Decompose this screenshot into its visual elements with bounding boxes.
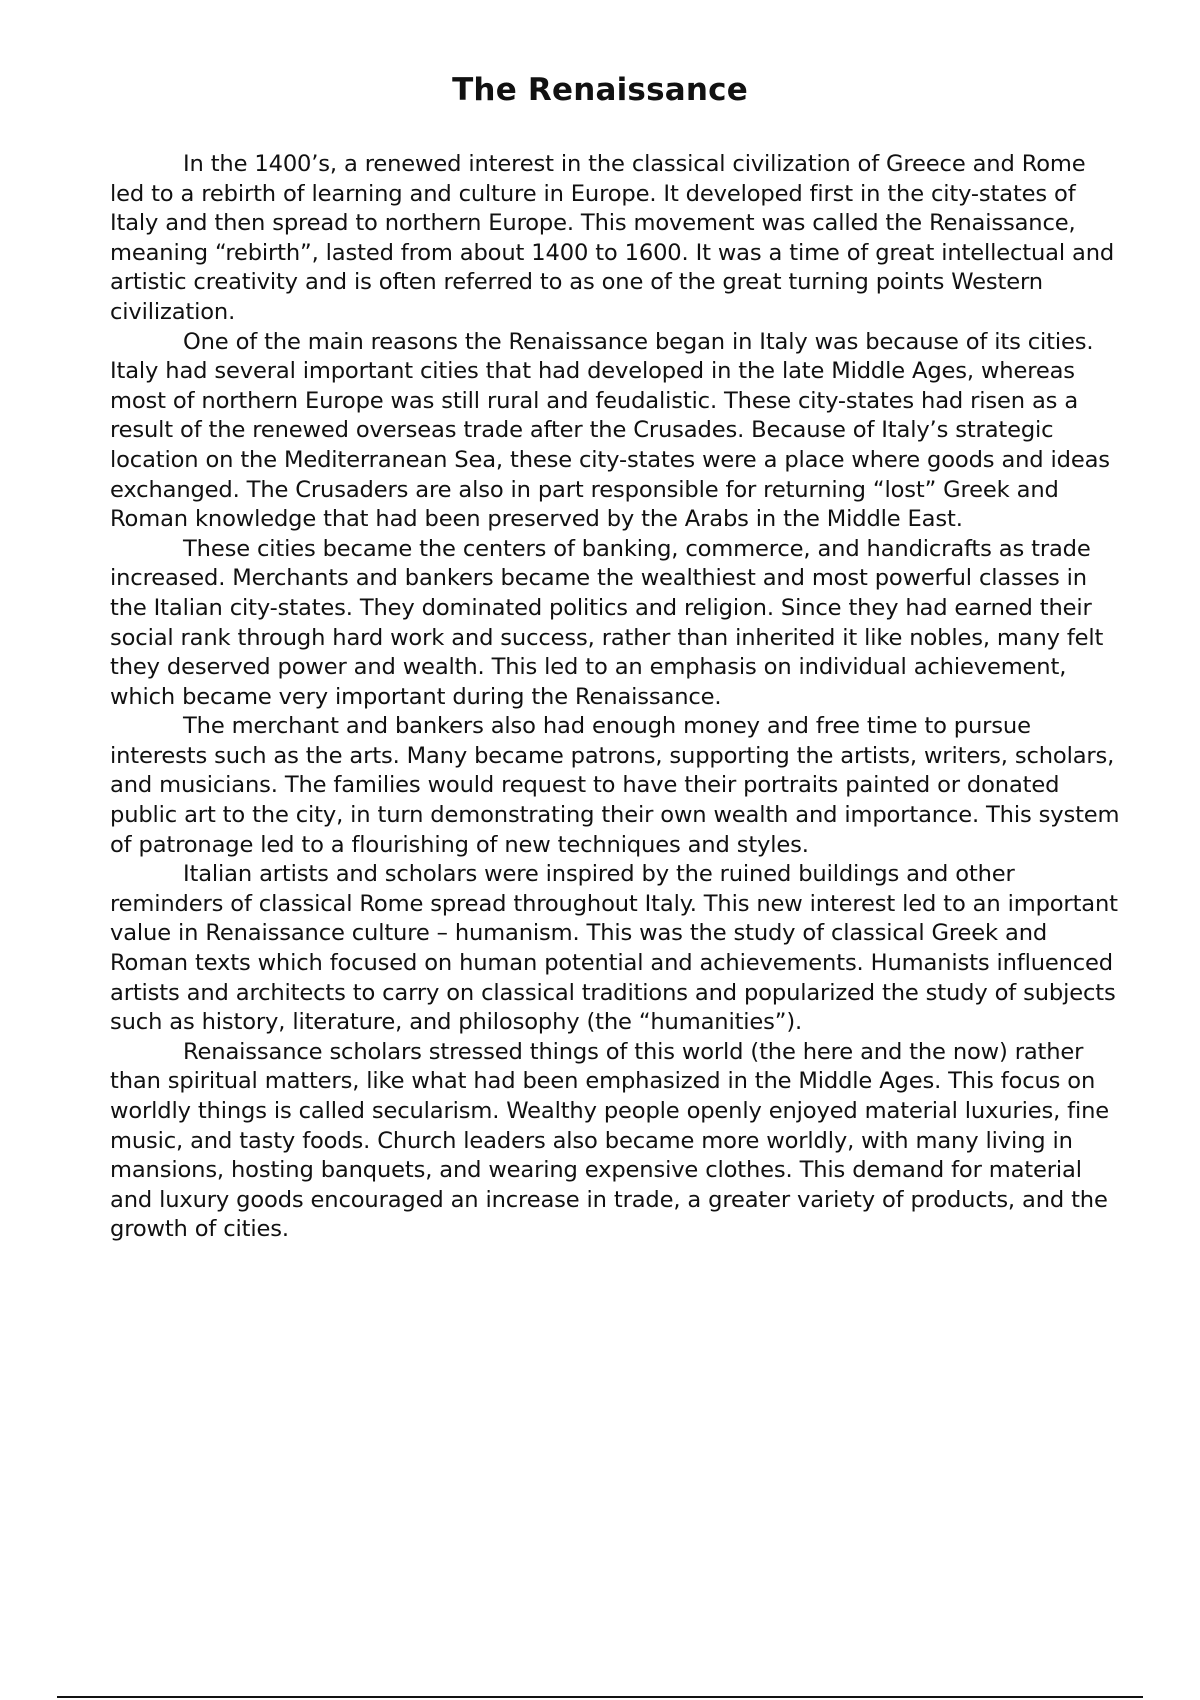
paragraph-3: These cities became the centers of banking, commerce, and handicrafts as trade increased. Merchants and bankers became the wealthiest and most powerful classes in the Italian city-states. They dominated politics and religion. Since they had earned their social rank through hard work and success, rather than inherited it like nobles, many felt they deserved power and wealth. This led to an emphasis on individual achievement, which became very important during the Renaissance.	[110, 535, 1104, 710]
paragraph-1: In the 1400’s, a renewed interest in the classical civilization of Greece and Rome led to a rebirth of learning and culture in Europe. It developed first in the city-states of Italy and then spread to northern Europe. This movement was called the Renaissance, meaning “rebirth”, lasted from about 1400 to 1600. It was a time of great intellectual and artistic creativity and is often referred to as one of the great turning points Western civilization.	[110, 151, 1115, 325]
bottom-divider	[57, 1696, 1143, 1698]
paragraph-5: Italian artists and scholars were inspired by the ruined buildings and other reminders of classical Rome spread throughout Italy. This new interest led to an important value in Renaissance culture – humanism. This was the study of classical Greek and Roman texts which focused on human potential and achievements. Humanists influenced artists and architects to carry on classical traditions and popularized the study of subjects such as history, literature, and philosophy (the “humanities”).	[110, 861, 1118, 1036]
page-title: The Renaissance	[452, 72, 748, 108]
paragraph-6: Renaissance scholars stressed things of this world (the here and the now) rather than spiritual matters, like what had been emphasized in the Middle Ages. This focus on worldly things is called secularism. Wealthy people openly enjoyed material luxuries, fine music, and tasty foods. Church leaders also became more worldly, with many living in mansions, hosting banquets, and wearing expensive clothes. This demand for material and luxury goods encouraged an increase in trade, a greater variety of products, and the growth of cities.	[110, 1038, 1110, 1243]
paragraph-4: The merchant and bankers also had enough money and free time to pursue interests such as the arts. Many became patrons, supporting the artists, writers, scholars, and musicians. The families would request to have their portraits painted or donated public art to the city, in turn demonstrating their own wealth and importance. This system of patronage led to a flourishing of new techniques and styles.	[110, 713, 1120, 858]
body-text	[110, 150, 1120, 1245]
paragraph-2: One of the main reasons the Renaissance began in Italy was because of its cities. Italy had several important cities that had developed in the late Middle Ages, whereas most of northern Europe was still rural and feudalistic. These city-states had risen as a result of the renewed overseas trade after the Crusades. Because of Italy’s strategic location on the Mediterranean Sea, these city-states were a place where goods and ideas exchanged. The Crusaders are also in part responsible for returning “lost” Greek and Roman knowledge that had been preserved by the Arabs in the Middle East.	[110, 328, 1110, 533]
